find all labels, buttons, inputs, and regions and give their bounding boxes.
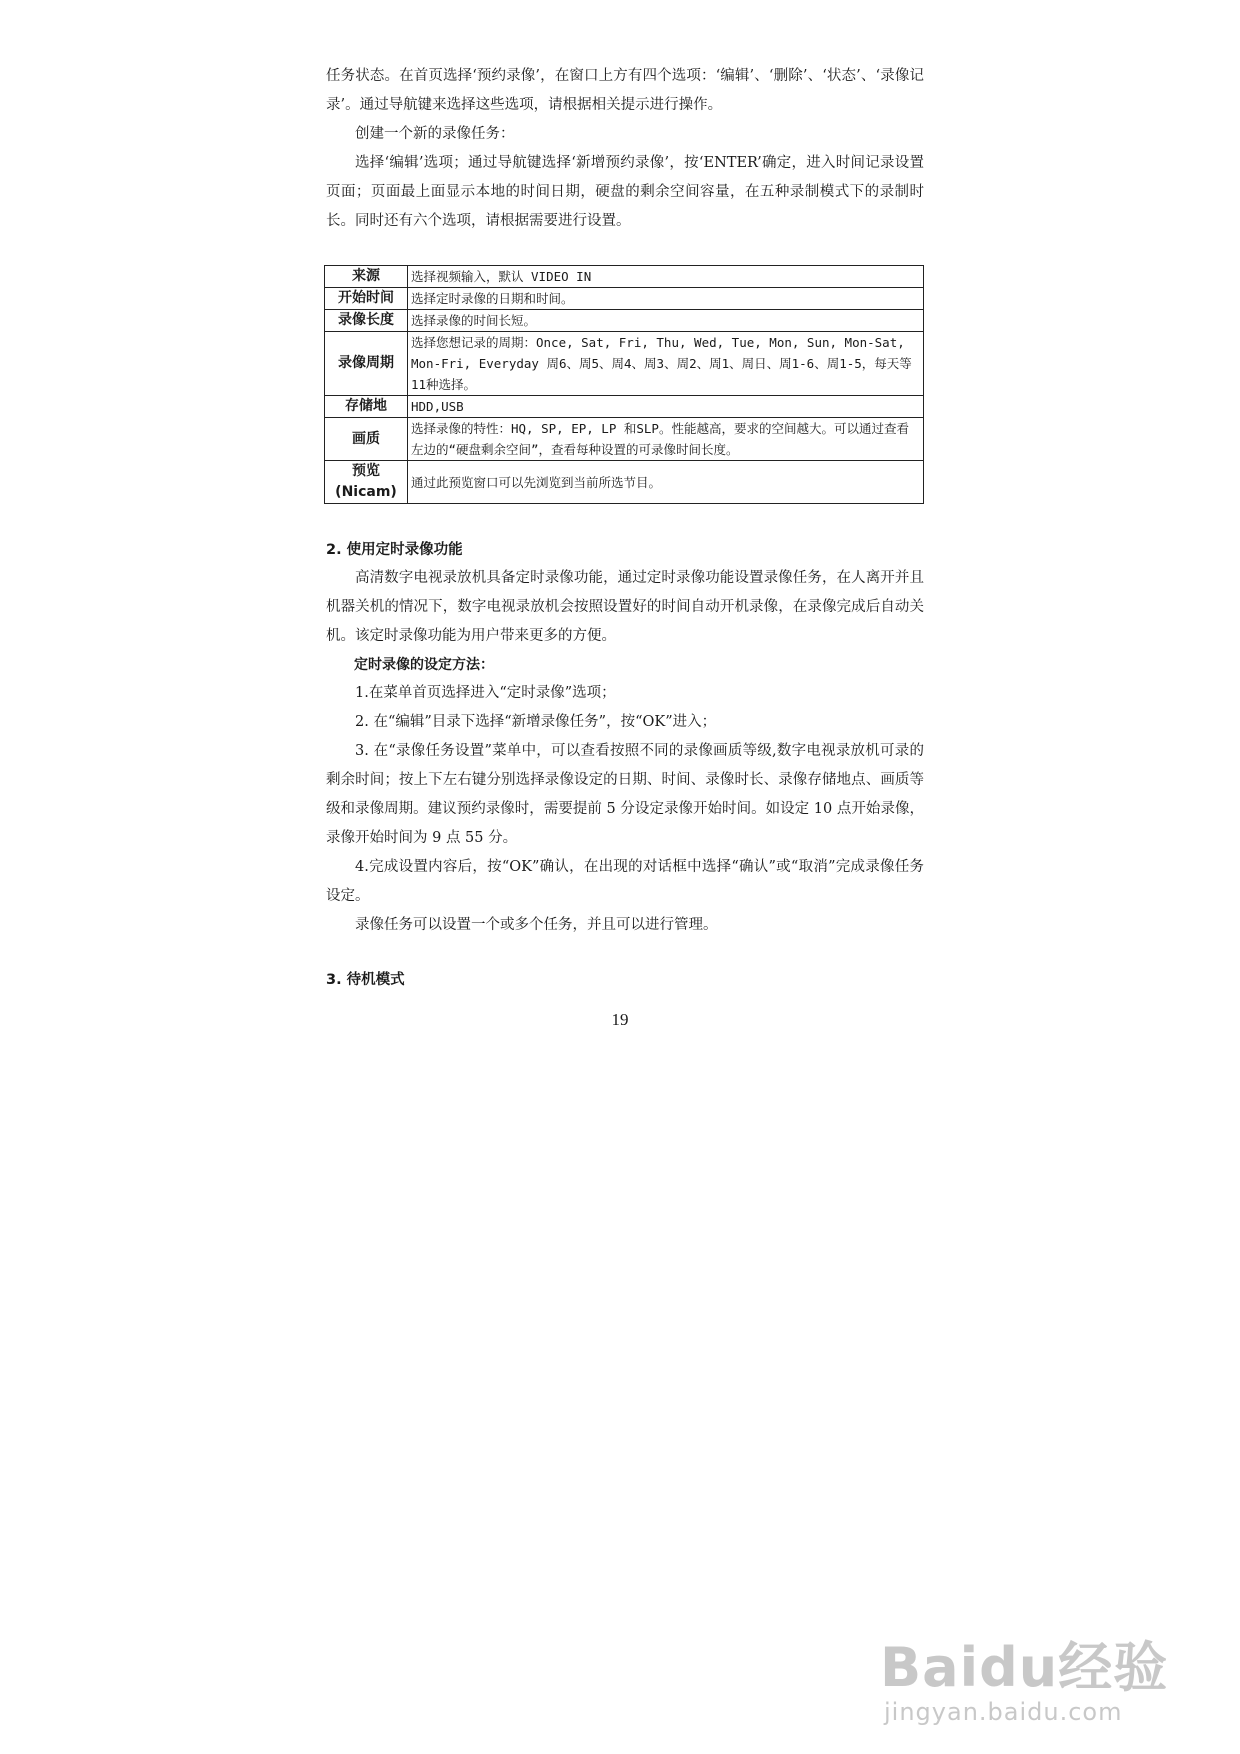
row-value: 选择您想记录的周期：Once, Sat, Fri, Thu, Wed, Tue, Mon, Sun, Mon-Sat, Mon-Fri, Everyday 周6、周5、周4、周3、周2、周1、周日、周1-6、周1-5，每天等11种选择。	[408, 332, 924, 396]
row-key: 录像长度	[325, 310, 408, 332]
table-row	[325, 266, 924, 288]
page-number: 19	[611, 1010, 629, 1029]
section-2-closing: 录像任务可以设置一个或多个任务，并且可以进行管理。	[355, 917, 718, 933]
baidu-watermark	[880, 1638, 1180, 1738]
section-2-heading: 2. 使用定时录像功能	[326, 542, 463, 558]
row-value: HDD,USB	[408, 396, 924, 418]
table-row	[325, 332, 924, 396]
step-item: 4.完成设置内容后，按“OK”确认，在出现的对话框中选择“确认”或“取消”完成录像任务设定。	[326, 859, 924, 904]
row-key: 开始时间	[325, 288, 408, 310]
row-value: 选择录像的特性：HQ, SP, EP, LP 和SLP。性能越高，要求的空间越大。可以通过查看左边的“硬盘剩余空间”，查看每种设置的可录像时间长度。	[408, 418, 924, 461]
row-value: 选择定时录像的日期和时间。	[408, 288, 924, 310]
row-key: 存储地	[325, 396, 408, 418]
row-value: 通过此预览窗口可以先浏览到当前所选节目。	[408, 461, 924, 504]
table-row	[325, 288, 924, 310]
watermark-url: jingyan.baidu.com	[884, 1698, 1123, 1726]
intro-paragraph-3: 选择‘编辑’选项；通过导航键选择‘新增预约录像’，按‘ENTER’确定，进入时间记录设置页面；页面最上面显示本地的时间日期，硬盘的剩余空间容量，在五种录制模式下的录制时长。同时还有六个选项，请根据需要进行设置。	[326, 155, 924, 229]
row-key: 画质	[325, 418, 408, 461]
settings-table	[324, 265, 924, 504]
row-value: 选择录像的时间长短。	[408, 310, 924, 332]
table-row	[325, 396, 924, 418]
row-value: 选择视频输入，默认 VIDEO IN	[408, 266, 924, 288]
section-2-subheading: 定时录像的设定方法：	[354, 657, 494, 673]
section-3-heading: 3. 待机模式	[326, 972, 405, 988]
row-key: 预览 (Nicam)	[325, 461, 408, 504]
step-item: 1.在菜单首页选择进入“定时录像”选项；	[355, 685, 616, 701]
table-row	[325, 461, 924, 504]
table-row	[325, 418, 924, 461]
row-key: 录像周期	[325, 332, 408, 396]
step-item: 3. 在“录像任务设置”菜单中，可以查看按照不同的录像画质等级,数字电视录放机可录的剩余时间；按上下左右键分别选择录像设定的日期、时间、录像时长、录像存储地点、画质等级和录像周期。建议预约录像时，需要提前 5 分设定录像开始时间。如设定 10 点开始录像，录像开始时间为 9 点 55 分。	[326, 743, 924, 846]
watermark-logo: Baidu经验	[880, 1636, 1169, 1699]
section-2-paragraph: 高清数字电视录放机具备定时录像功能，通过定时录像功能设置录像任务，在人离开并且机器关机的情况下，数字电视录放机会按照设置好的时间自动开机录像，在录像完成后自动关机。该定时录像功能为用户带来更多的方便。	[326, 570, 924, 644]
intro-paragraph-2: 创建一个新的录像任务：	[355, 126, 515, 142]
intro-paragraph-1: 任务状态。在首页选择‘预约录像’，在窗口上方有四个选项：‘编辑’、‘删除’、‘状态’、‘录像记录’。通过导航键来选择这些选项，请根据相关提示进行操作。	[326, 68, 924, 113]
row-key: 来源	[325, 266, 408, 288]
step-item: 2. 在“编辑”目录下选择“新增录像任务”，按“OK”进入；	[355, 714, 717, 730]
table-row	[325, 310, 924, 332]
document-page	[326, 62, 924, 994]
